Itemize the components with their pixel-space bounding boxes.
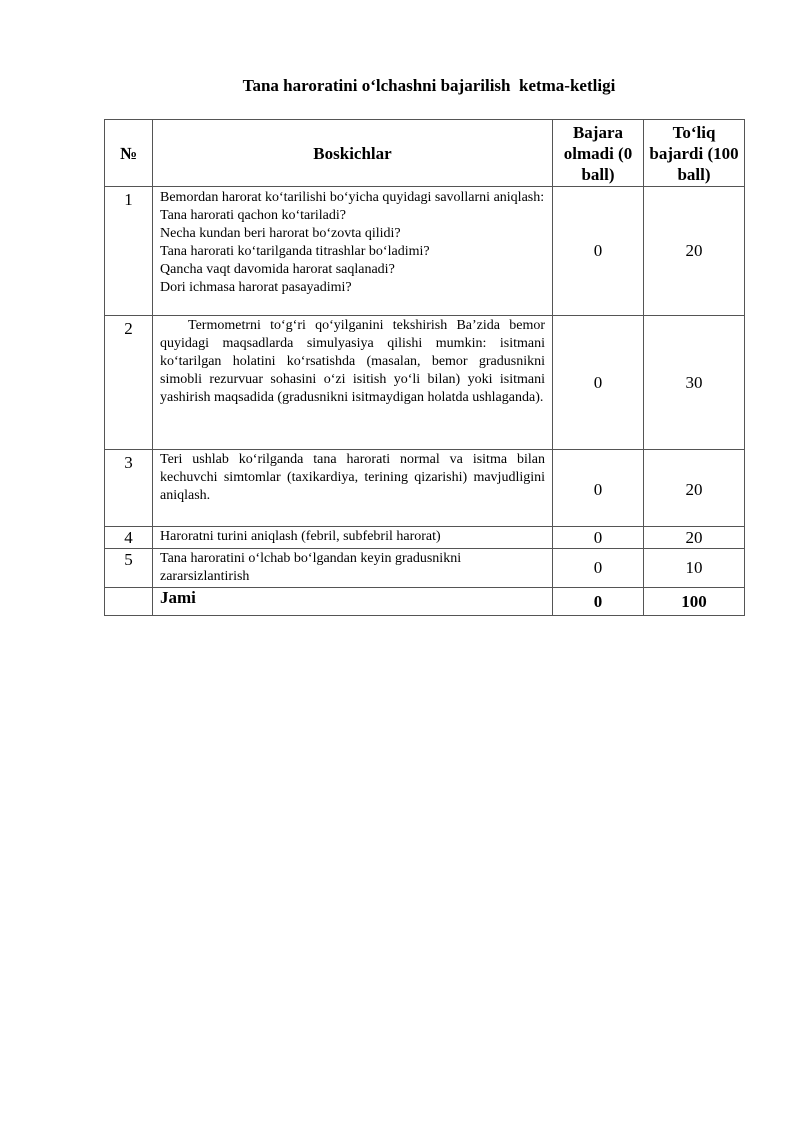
score-done: 30	[644, 316, 745, 450]
step-line: Bemordan harorat ko‘tarilishi bo‘yicha quyidagi savollarni aniqlash:	[160, 190, 545, 205]
row-number: 1	[105, 187, 153, 316]
step-text: Tana haroratini o‘lchab bo‘lgandan keyin gradusnikni zararsizlantirish	[160, 551, 462, 584]
procedure-table	[104, 119, 745, 616]
step-description	[153, 549, 553, 588]
step-text: Termometrni to‘g‘ri qo‘yilganini tekshirish Ba’zida bemor quyidagi maqsadlarda simulyasiya qilishi mumkin: isitmani ko‘tarilgan holatini ko‘rsatishda (masalan, bemor gradusnikni simobli rezurvuar sohasini o‘zi isitish yo‘li bilan) yoki isitmani yashirish maqsadida (gradusnikni isitmaydigan holatda ushlaganda).	[160, 318, 545, 405]
table-row	[105, 316, 745, 450]
row-number-empty	[105, 588, 153, 616]
row-number: 3	[105, 450, 153, 527]
step-text: Haroratni turini aniqlash (febril, subfebril harorat)	[160, 529, 441, 544]
header-number: №	[105, 120, 153, 187]
score-not-done: 0	[553, 549, 644, 588]
table-row	[105, 549, 745, 588]
total-not-done: 0	[553, 588, 644, 616]
document-title: Tana haroratini o‘lchashni bajarilish ketma-ketligi	[242, 76, 616, 95]
step-text: Teri ushlab ko‘rilganda tana harorati normal va isitma bilan kechuvchi simtomlar (taxikardiya, terining qizarishi) mavjudligini aniqlash.	[160, 452, 545, 503]
table-row	[105, 527, 745, 549]
header-steps: Boskichlar	[153, 120, 553, 187]
step-line: Tana harorati ko‘tarilganda titrashlar bo‘ladimi?	[160, 244, 430, 259]
step-line: Qancha vaqt davomida harorat saqlanadi?	[160, 262, 395, 277]
step-description	[153, 527, 553, 549]
score-not-done: 0	[553, 450, 644, 527]
step-description	[153, 450, 553, 527]
table-header-row	[105, 120, 745, 187]
step-line: Necha kundan beri harorat bo‘zovta qilidi?	[160, 226, 401, 241]
header-done: To‘liq bajardi (100 ball)	[644, 120, 745, 187]
score-done: 20	[644, 527, 745, 549]
row-number: 4	[105, 527, 153, 549]
score-not-done: 0	[553, 316, 644, 450]
row-number: 5	[105, 549, 153, 588]
score-not-done: 0	[553, 187, 644, 316]
score-done: 10	[644, 549, 745, 588]
step-description	[153, 316, 553, 450]
table-row	[105, 450, 745, 527]
table-row	[105, 187, 745, 316]
step-line: Dori ichmasa harorat pasayadimi?	[160, 280, 352, 295]
row-number: 2	[105, 316, 153, 450]
step-line: Tana harorati qachon ko‘tariladi?	[160, 208, 346, 223]
total-label: Jami	[153, 588, 553, 616]
score-done: 20	[644, 450, 745, 527]
total-done: 100	[644, 588, 745, 616]
score-not-done: 0	[553, 527, 644, 549]
step-description	[153, 187, 553, 316]
score-done: 20	[644, 187, 745, 316]
table-total-row	[105, 588, 745, 616]
header-not-done: Bajara olmadi (0 ball)	[553, 120, 644, 187]
